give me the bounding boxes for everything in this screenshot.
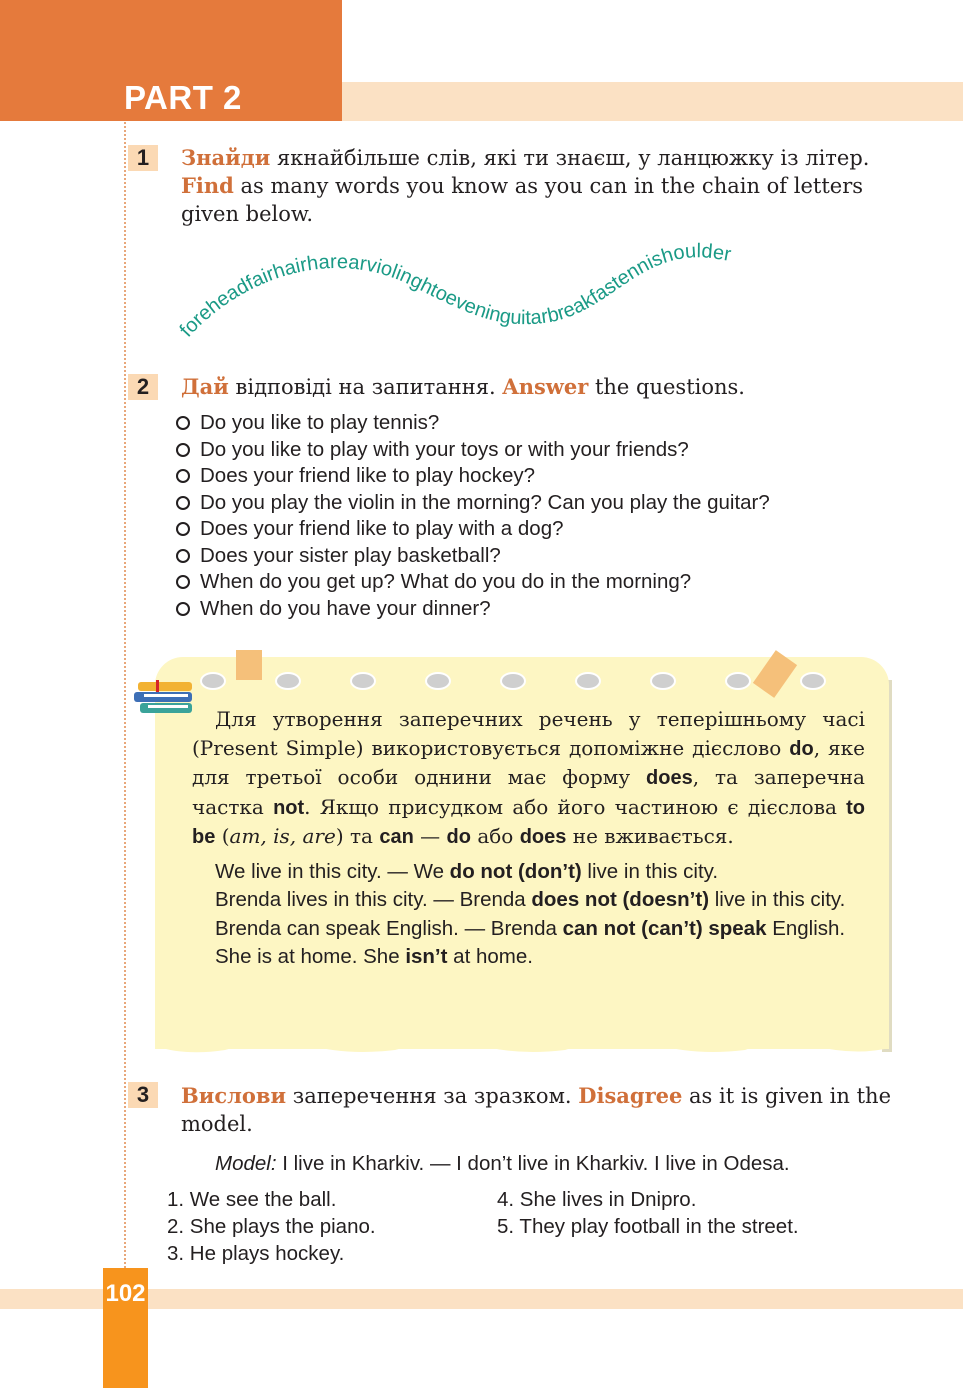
list-item xyxy=(176,516,936,543)
list-item: 5. They play football in the street. xyxy=(497,1215,799,1238)
rule-bold: do xyxy=(446,826,471,848)
list-item xyxy=(176,463,936,490)
exercise-2-instruction xyxy=(181,373,893,401)
circle-bullet-icon xyxy=(176,522,190,536)
exercise-1-number: 1 xyxy=(128,145,158,171)
part-title: PART 2 xyxy=(124,79,242,116)
circle-bullet-icon xyxy=(176,575,190,589)
spiral-ring xyxy=(725,672,751,690)
rule-example xyxy=(192,915,865,944)
exercise-3-en-text: as it is given in the model. xyxy=(181,1084,891,1136)
model-text: I live in Kharkiv. — I don’t live in Kharkiv. I live in Odesa. xyxy=(276,1152,790,1175)
circle-bullet-icon xyxy=(176,602,190,616)
rule-paragraph xyxy=(192,705,865,852)
rule-bold: can xyxy=(379,826,414,848)
exercise-1-en-text: as many words you know as you can in the chain of letters given below. xyxy=(181,174,864,226)
question-text: Do you play the violin in the morning? Can you play the guitar? xyxy=(200,490,770,514)
circle-bullet-icon xyxy=(176,416,190,430)
exercise-2-en-verb: Answer xyxy=(502,374,589,399)
list-item xyxy=(176,410,936,437)
question-text: Does your friend like to play with a dog? xyxy=(200,517,564,540)
list-item: 2. She plays the piano. xyxy=(167,1215,376,1238)
exercise-1-instruction xyxy=(181,144,893,228)
example-text: live in this city. xyxy=(581,859,719,883)
question-list xyxy=(176,410,936,622)
circle-bullet-icon xyxy=(176,443,190,457)
spiral-ring xyxy=(425,672,451,690)
example-bold: does not (doesn’t) xyxy=(531,888,710,911)
letter-chain-path: foreheadfairhairharearviolinghtoeveninguitarbreakfastennishoulder xyxy=(175,240,733,342)
example-text: Brenda can speak English. — Brenda xyxy=(215,916,563,940)
exercise-3-number: 3 xyxy=(128,1082,158,1108)
question-text: Do you like to play tennis? xyxy=(200,411,440,434)
rule-example xyxy=(192,858,865,887)
rule-text: не вживається. xyxy=(566,824,734,848)
rule-example xyxy=(192,943,865,972)
exercise-2-en-text: the questions. xyxy=(588,375,745,399)
grammar-rule-text xyxy=(192,705,865,972)
question-text: Do you like to play with your toys or with your friends? xyxy=(200,437,689,461)
margin-dotted-line xyxy=(124,122,126,1292)
rule-text: ) та xyxy=(335,824,380,848)
model-label: Model: xyxy=(215,1152,277,1175)
spiral-ring xyxy=(275,672,301,690)
rule-text: , та заперечна частка xyxy=(192,765,865,819)
header-stripe xyxy=(342,82,963,121)
tape-strip xyxy=(236,650,262,680)
exercise-2-uk-verb: Дай xyxy=(181,374,229,399)
circle-bullet-icon xyxy=(176,469,190,483)
rule-italic: am, is, are xyxy=(229,824,336,848)
note-torn-edge xyxy=(155,1036,889,1056)
list-item xyxy=(176,490,936,517)
exercise-3-uk-text: заперечення за зразком. xyxy=(286,1084,579,1108)
letter-chain-text xyxy=(176,240,733,341)
circle-bullet-icon xyxy=(176,549,190,563)
rule-text: Для утворення заперечних речень у теперішньому часі (Present Simple) використовується допоміжне дієслово xyxy=(192,707,865,760)
exercise-2-uk-text: відповіді на запитання. xyxy=(228,375,503,399)
rule-example xyxy=(192,886,865,915)
exercise-2-number: 2 xyxy=(128,374,158,400)
example-text: Brenda lives in this city. — Brenda xyxy=(215,888,532,911)
rule-bold: to be xyxy=(192,796,865,848)
rule-text: . Якщо присудком або його частиною є дієслова xyxy=(304,794,847,819)
spiral-ring xyxy=(575,672,601,690)
spiral-ring xyxy=(650,672,676,690)
list-item xyxy=(176,596,936,623)
exercise-3-uk-verb: Вислови xyxy=(181,1083,287,1108)
example-text: She is at home. She xyxy=(215,945,406,968)
example-bold: can not (can’t) speak xyxy=(562,916,767,940)
example-bold: do not (don’t) xyxy=(449,859,582,883)
list-item: 1. We see the ball. xyxy=(167,1188,337,1211)
question-text: Does your sister play basketball? xyxy=(200,543,501,567)
example-text: English. xyxy=(766,916,846,940)
exercise-1-uk-verb: Знайди xyxy=(181,145,271,170)
rule-bold: not xyxy=(273,796,305,819)
list-item xyxy=(176,437,936,464)
exercise-1-uk-text: якнайбільше слів, які ти знаєш, у ланцюжку із літер. xyxy=(270,146,870,170)
exercise-1-en-verb: Find xyxy=(181,173,234,198)
example-text: at home. xyxy=(447,945,533,968)
rule-text: — xyxy=(413,824,447,848)
letter-chain xyxy=(170,230,890,350)
question-text: Does your friend like to play hockey? xyxy=(200,464,536,487)
page-number: 102 xyxy=(105,1280,146,1307)
books-icon xyxy=(134,680,196,716)
example-text: We live in this city. — We xyxy=(215,859,450,883)
rule-text: або xyxy=(470,824,520,848)
spiral-ring xyxy=(350,672,376,690)
rule-bold: do xyxy=(789,737,814,760)
list-item xyxy=(176,569,936,596)
list-item xyxy=(176,543,936,570)
spiral-ring xyxy=(200,672,226,690)
spiral-ring xyxy=(500,672,526,690)
model-sentence xyxy=(215,1150,790,1178)
list-item: 4. She lives in Dnipro. xyxy=(497,1188,697,1211)
rule-bold: does xyxy=(646,767,693,789)
rule-bold: does xyxy=(519,826,567,848)
spiral-ring xyxy=(800,672,826,690)
exercise-3-instruction xyxy=(181,1082,891,1138)
rule-text: ( xyxy=(215,824,230,848)
rule-text: , яке для третьої особи однини має форму xyxy=(192,735,865,789)
list-item: 3. He plays hockey. xyxy=(167,1242,345,1265)
question-text: When do you have your dinner? xyxy=(200,596,491,620)
exercise-3-en-verb: Disagree xyxy=(578,1083,683,1108)
question-text: When do you get up? What do you do in the morning? xyxy=(200,570,692,593)
circle-bullet-icon xyxy=(176,496,190,510)
example-bold: isn’t xyxy=(405,945,448,968)
example-text: live in this city. xyxy=(709,888,846,911)
